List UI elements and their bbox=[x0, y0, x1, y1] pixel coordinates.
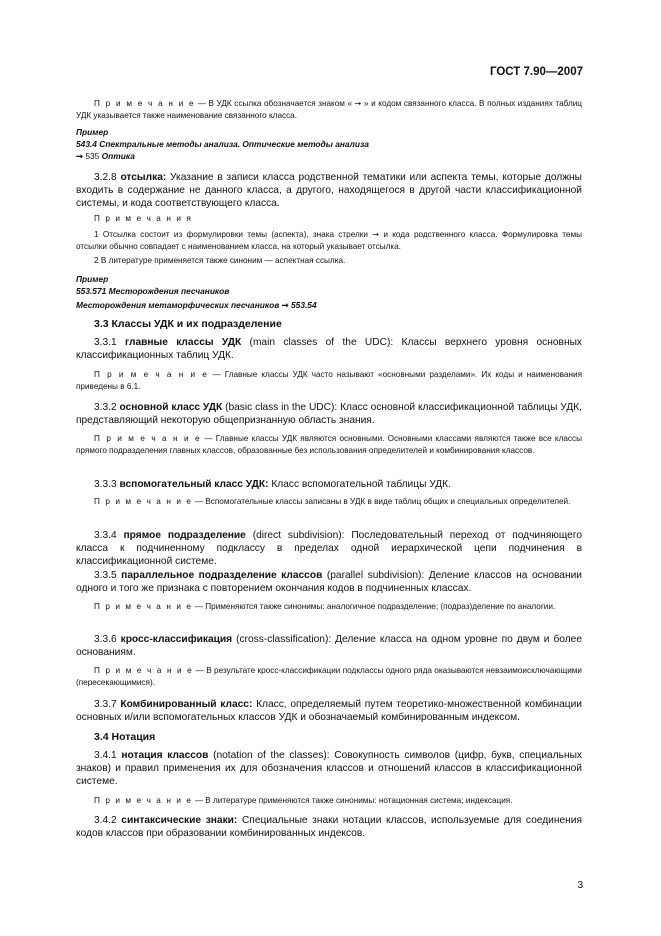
note-3-4-1: П р и м е ч а н и е — В литературе применяются также синонимы: нотационная система; индексация. bbox=[94, 796, 513, 805]
term-3-2-8: 3.2.8 отсылка: Указание в записи класса родственной тематики или аспекта темы, которые должны входить в содержание не данного класса, а другого, находящегося в другой части классификационной системы, и кода соответствующего класса. bbox=[76, 172, 582, 210]
note-3-2-8-2: 2 В литературе применяется также синоним — аспектная ссылка. bbox=[94, 256, 346, 265]
note-3-3-5: П р и м е ч а н и е — Применяются также синонимы: аналогичное подразделение; (подраз)деление по аналогии. bbox=[94, 602, 556, 611]
term-3-3-7: 3.3.7 Комбинированный класс: Класс, определяемый путем теоретико-множественной комбинации основных и/или вспомогательных классов УДК и обозначаемый комбинированным индексом. bbox=[76, 699, 582, 724]
note-3-2-8-1: 1 Отсылка состоит из формулировки темы (аспекта), знака стрелки ➞ и кода родственного класса. Формулировка темы отсылки обычно совпадает с наименованием класса, на который указывает отсылка. bbox=[76, 230, 582, 251]
note-3-3-3: П р и м е ч а н и е — Вспомогательные классы записаны в УДК в виде таблиц общих и специальных определителей. bbox=[94, 497, 571, 506]
note-udc-link: П р и м е ч а н и е — В УДК ссылка обозначается знаком « ➞ » и кодом связанного класса. В полных изданиях таблиц УДК указывается также наименование связанного класса. bbox=[76, 99, 582, 120]
notes-3-2-8-heading: П р и м е ч а н и я bbox=[94, 214, 193, 223]
term-3-3-6: 3.3.6 кросс-классификация (cross-classification): Деление класса на одном уровне по двум и более основаниям. bbox=[76, 634, 582, 659]
term-3-3-5: 3.3.5 параллельное подразделение классов (parallel subdivision): Деление классов на основании одного и того же признака с повторением окончания кодов в подчиненных классах. bbox=[76, 570, 582, 595]
page-number: 3 bbox=[577, 880, 583, 891]
note-3-3-2: П р и м е ч а н и е — Главные классы УДК являются основными. Основными классами являются также все классы прямого подразделения главных классов, образованные без использования определителей и комбинирования классов. bbox=[76, 434, 582, 455]
document-header: ГОСТ 7.90—2007 bbox=[489, 66, 583, 78]
note-3-3-6: П р и м е ч а н и е — В результате кросс-классификации подклассы одного ряда оказываются невзаимоисключающими (пересекающимися). bbox=[76, 666, 582, 687]
term-3-4-2: 3.4.2 синтаксические знаки: Специальные знаки нотации классов, используемые для соединения кодов классов при образовании комбинированных индексов. bbox=[76, 815, 582, 840]
term-3-3-2: 3.3.2 основной класс УДК (basic class in the UDC): Класс основной классификационной таблицы УДК, представляющий некоторую общепризнанную область знания. bbox=[76, 402, 582, 427]
arrow-icon: ➞ bbox=[76, 151, 84, 161]
note-3-3-1: П р и м е ч а н и е — Главные классы УДК часто называют «основными разделами». Их коды и наименования приведены в 6.1. bbox=[76, 370, 582, 391]
term-3-3-3: 3.3.3 вспомогательный класс УДК: Класс вспомогательной таблицы УДК. bbox=[94, 479, 451, 490]
term-3-3-4: 3.3.4 прямое подразделение (direct subdivision): Последовательный переход от подчиняющего класса к подчиненному подклассу в пределах одной иерархической цепи подчинения в классификационной системе. bbox=[76, 530, 582, 568]
example-spectral: Пример 543.4 Спектральные методы анализа. Оптические методы анализа ➞ 535 Оптика bbox=[76, 127, 369, 161]
example-sandstone: Пример 553.571 Месторождения песчаников Месторождения метаморфических песчаников ➞ 553.54 bbox=[76, 274, 317, 310]
term-3-4-1: 3.4.1 нотация классов (notation of the classes): Совокупность символов (цифр, букв, специальных знаков) и правил применения их для обозначения классов и отношений классов в классификационной системе. bbox=[76, 750, 582, 788]
term-3-3-1: 3.3.1 главные классы УДК (main classes of the UDC): Классы верхнего уровня основных классификационных таблиц УДК. bbox=[76, 337, 582, 362]
section-heading-3-4: 3.4 Нотация bbox=[94, 731, 156, 743]
arrow-icon: ➞ bbox=[281, 300, 289, 310]
section-heading-3-3: 3.3 Классы УДК и их подразделение bbox=[94, 318, 282, 330]
